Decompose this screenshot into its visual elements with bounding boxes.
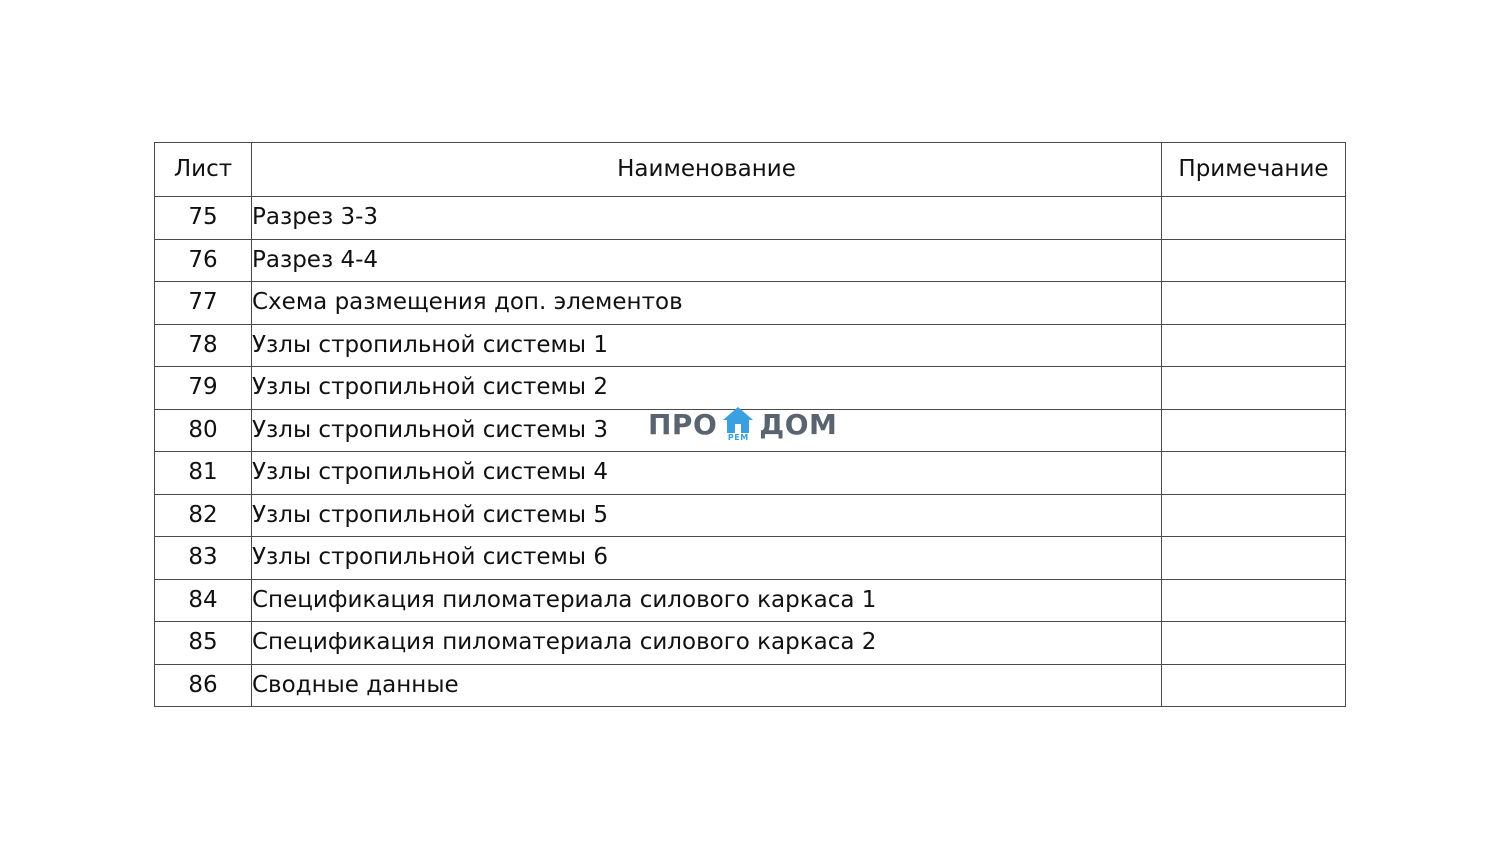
sheet-name-cell: Сводные данные [252,664,1162,707]
sheet-number-cell: 84 [155,579,252,622]
sheet-number-cell: 86 [155,664,252,707]
sheet-note-cell [1162,537,1346,580]
table-row [155,197,1346,240]
sheet-note-cell [1162,664,1346,707]
sheet-number-cell: 75 [155,197,252,240]
sheet-name-cell: Разрез 4-4 [252,239,1162,282]
sheet-list-table [154,142,1346,707]
table-row [155,579,1346,622]
table-row [155,664,1346,707]
sheet-name-cell: Узлы стропильной системы 4 [252,452,1162,495]
table-row [155,282,1346,325]
sheet-number-cell: 76 [155,239,252,282]
sheet-name-cell: Разрез 3-3 [252,197,1162,240]
table-row [155,537,1346,580]
sheet-number-cell: 80 [155,409,252,452]
sheet-note-cell [1162,579,1346,622]
header-sheet: Лист [155,143,252,197]
header-note: Примечание [1162,143,1346,197]
sheet-note-cell [1162,452,1346,495]
sheet-note-cell [1162,324,1346,367]
watermark-right-text: ДОМ [759,408,838,441]
sheet-name-cell: Спецификация пиломатериала силового каркаса 1 [252,579,1162,622]
table-header-row [155,143,1346,197]
sheet-name-cell: Узлы стропильной системы 3 [252,409,1162,452]
sheet-name-cell: Узлы стропильной системы 2 [252,367,1162,410]
sheet-name-cell: Узлы стропильной системы 1 [252,324,1162,367]
sheet-name-cell: Узлы стропильной системы 6 [252,537,1162,580]
table-row [155,409,1346,452]
sheet-note-cell [1162,367,1346,410]
table-row [155,452,1346,495]
table-body [155,197,1346,707]
sheet-name-cell: Схема размещения доп. элементов [252,282,1162,325]
table-row [155,367,1346,410]
sheet-number-cell: 85 [155,622,252,665]
sheet-number-cell: 81 [155,452,252,495]
sheet-note-cell [1162,239,1346,282]
sheet-name-cell: Узлы стропильной системы 5 [252,494,1162,537]
header-name: Наименование [252,143,1162,197]
sheet-number-cell: 78 [155,324,252,367]
sheet-note-cell [1162,409,1346,452]
sheet-note-cell [1162,494,1346,537]
sheet-number-cell: 83 [155,537,252,580]
sheet-note-cell [1162,197,1346,240]
table-row [155,622,1346,665]
sheet-number-cell: 79 [155,367,252,410]
sheet-note-cell [1162,622,1346,665]
table-row [155,324,1346,367]
table-row [155,239,1346,282]
sheet-name-cell: Спецификация пиломатериала силового каркаса 2 [252,622,1162,665]
sheet-number-cell: 77 [155,282,252,325]
table-row [155,494,1346,537]
watermark-left-text: ПРО [648,408,718,441]
watermark-small-text: РЕМ [727,433,749,442]
sheet-note-cell [1162,282,1346,325]
sheet-number-cell: 82 [155,494,252,537]
